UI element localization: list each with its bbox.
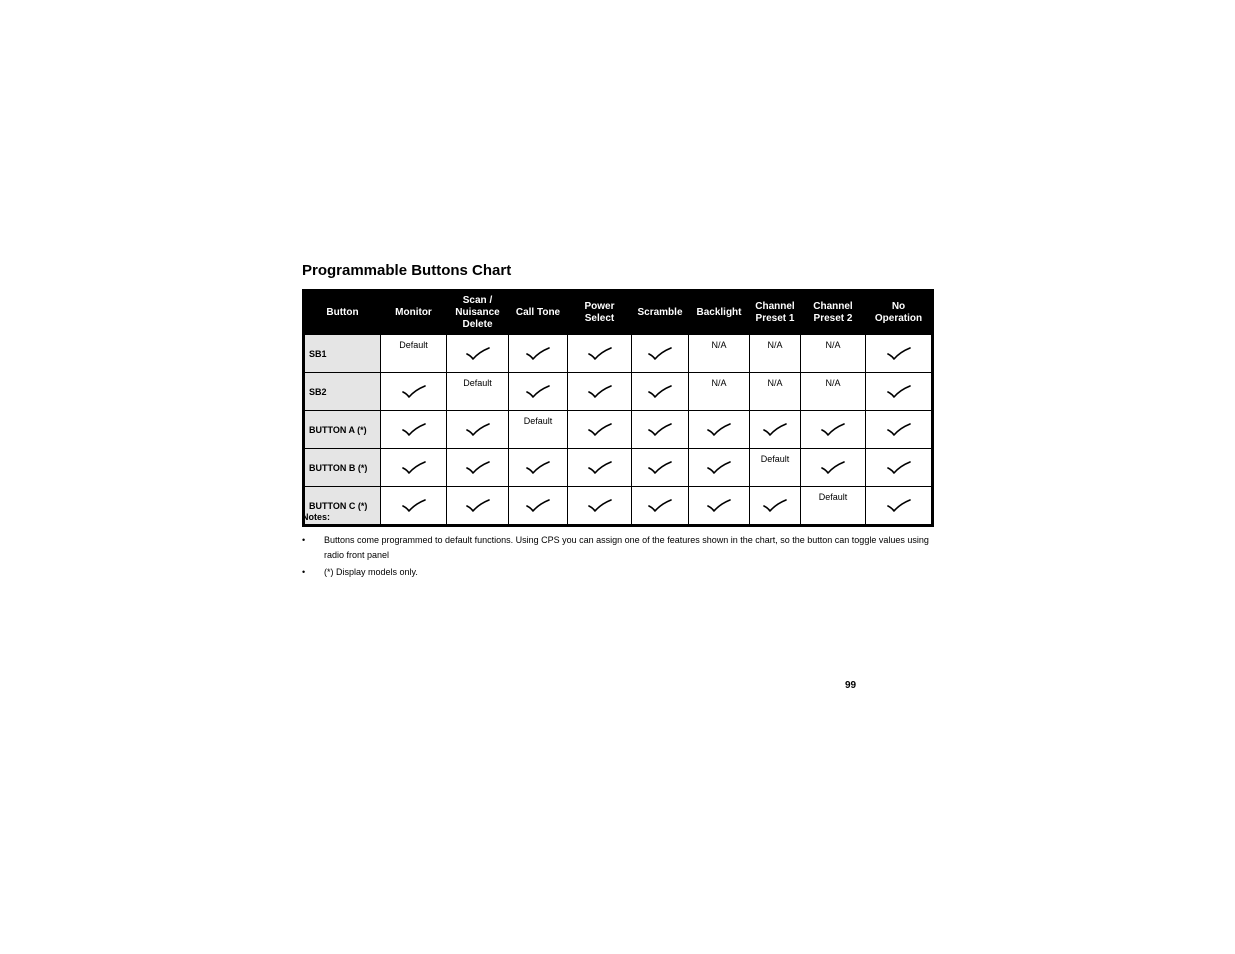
table-cell-check (568, 373, 632, 411)
table-cell-text: Default (447, 373, 509, 411)
table-cell-check (866, 449, 933, 487)
table-cell-text: N/A (689, 373, 750, 411)
check-icon (465, 347, 491, 361)
check-icon (465, 461, 491, 475)
table-cell-check (689, 449, 750, 487)
notes-list (302, 533, 934, 582)
check-icon (762, 499, 788, 513)
check-icon (587, 385, 613, 399)
table-cell-check (568, 449, 632, 487)
table-row (304, 449, 933, 487)
row-header: BUTTON B (*) (304, 449, 381, 487)
table-cell-check (689, 487, 750, 526)
check-icon (401, 499, 427, 513)
check-icon (525, 461, 551, 475)
check-icon (587, 347, 613, 361)
column-header: Scan / Nuisance Delete (447, 291, 509, 335)
check-icon (886, 461, 912, 475)
check-icon (886, 347, 912, 361)
column-header: Backlight (689, 291, 750, 335)
row-header: BUTTON C (*) (304, 487, 381, 526)
note-text: (*) Display models only. (324, 567, 418, 577)
bullet-icon: • (302, 567, 306, 577)
table-cell-text: N/A (750, 373, 801, 411)
check-icon (465, 423, 491, 437)
table-row (304, 487, 933, 526)
check-icon (647, 499, 673, 513)
table-cell-text: N/A (750, 335, 801, 373)
table-cell-check (509, 373, 568, 411)
check-icon (647, 347, 673, 361)
check-icon (525, 385, 551, 399)
table-cell-check (381, 411, 447, 449)
check-icon (820, 461, 846, 475)
check-icon (401, 385, 427, 399)
table-cell-text: Default (381, 335, 447, 373)
column-header: Channel Preset 1 (750, 291, 801, 335)
table-row (304, 373, 933, 411)
check-icon (401, 423, 427, 437)
row-header: BUTTON A (*) (304, 411, 381, 449)
check-icon (886, 385, 912, 399)
check-icon (706, 461, 732, 475)
table-cell-check (509, 335, 568, 373)
table-cell-check (568, 487, 632, 526)
table-cell-check (447, 487, 509, 526)
table-cell-check (381, 487, 447, 526)
column-header: Power Select (568, 291, 632, 335)
table-cell-check (568, 335, 632, 373)
table-cell-text: Default (509, 411, 568, 449)
table-row (304, 335, 933, 373)
table-cell-check (750, 411, 801, 449)
check-icon (525, 347, 551, 361)
table-cell-check (632, 449, 689, 487)
table-cell-check (632, 373, 689, 411)
table-cell-check (568, 411, 632, 449)
check-icon (525, 499, 551, 513)
check-icon (886, 499, 912, 513)
table-cell-check (801, 411, 866, 449)
table-cell-check (509, 449, 568, 487)
note-item (302, 565, 934, 580)
check-icon (465, 499, 491, 513)
note-text: Buttons come programmed to default functions. Using CPS you can assign one of the features shown in the chart, so the button can toggle values using radio front panel (324, 535, 929, 560)
table-cell-check (632, 487, 689, 526)
check-icon (886, 423, 912, 437)
table-cell-check (801, 449, 866, 487)
table-cell-text: N/A (689, 335, 750, 373)
note-item (302, 533, 934, 563)
table-cell-check (866, 335, 933, 373)
table-cell-text: Default (801, 487, 866, 526)
table-cell-check (750, 487, 801, 526)
check-icon (647, 385, 673, 399)
column-header: Button (304, 291, 381, 335)
table-cell-check (381, 373, 447, 411)
column-header: Call Tone (509, 291, 568, 335)
table-cell-check (509, 487, 568, 526)
check-icon (587, 499, 613, 513)
check-icon (587, 423, 613, 437)
check-icon (820, 423, 846, 437)
table-cell-check (447, 411, 509, 449)
programmable-buttons-table-container (302, 289, 934, 527)
table-cell-text: N/A (801, 373, 866, 411)
table-body (304, 335, 933, 526)
check-icon (647, 423, 673, 437)
check-icon (647, 461, 673, 475)
table-row (304, 411, 933, 449)
table-cell-check (866, 373, 933, 411)
check-icon (401, 461, 427, 475)
page-number: 99 (845, 680, 857, 691)
row-header: SB2 (304, 373, 381, 411)
table-cell-text: Default (750, 449, 801, 487)
check-icon (587, 461, 613, 475)
check-icon (706, 423, 732, 437)
column-header: No Operation (866, 291, 933, 335)
row-header: SB1 (304, 335, 381, 373)
check-icon (762, 423, 788, 437)
bullet-icon: • (302, 535, 306, 545)
table-cell-check (447, 449, 509, 487)
table-cell-check (866, 487, 933, 526)
notes-label: Notes: (302, 512, 331, 522)
table-cell-check (866, 411, 933, 449)
table-header-row (304, 291, 933, 335)
table-cell-check (632, 335, 689, 373)
page-title: Programmable Buttons Chart (302, 262, 512, 279)
table-cell-check (632, 411, 689, 449)
table-cell-check (447, 335, 509, 373)
programmable-buttons-table (302, 289, 934, 527)
column-header: Scramble (632, 291, 689, 335)
column-header: Channel Preset 2 (801, 291, 866, 335)
table-cell-check (689, 411, 750, 449)
table-cell-text: N/A (801, 335, 866, 373)
column-header: Monitor (381, 291, 447, 335)
check-icon (706, 499, 732, 513)
table-cell-check (381, 449, 447, 487)
